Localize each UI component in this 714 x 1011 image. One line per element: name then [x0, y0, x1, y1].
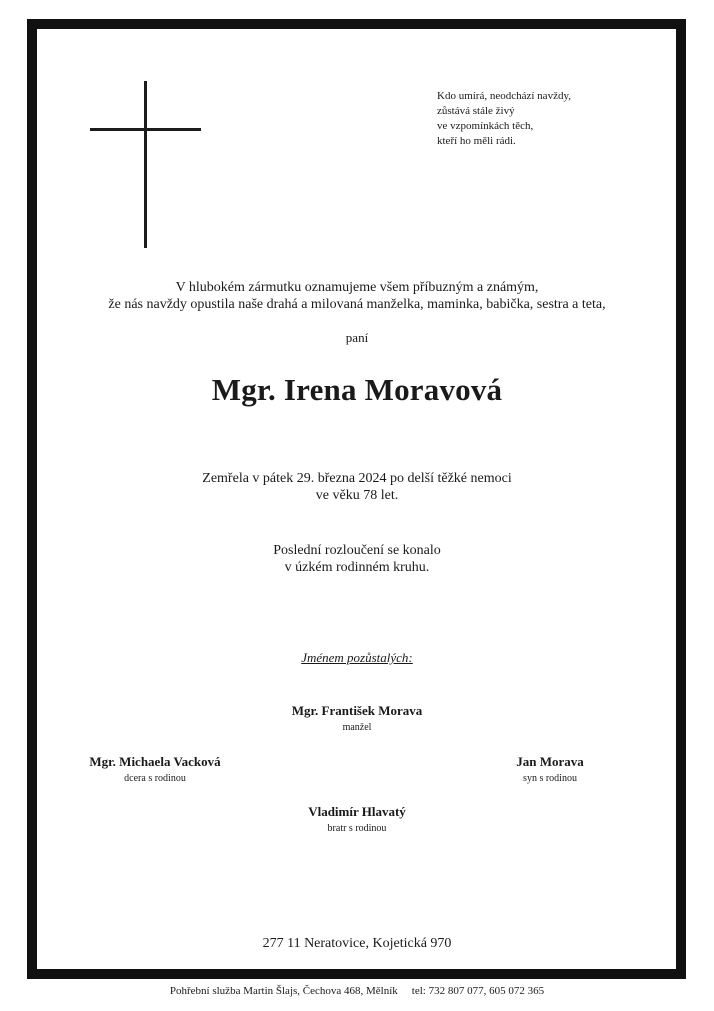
- cross-horizontal-bar: [90, 128, 201, 131]
- poem-line: kteří ho měli rádi.: [437, 135, 516, 147]
- farewell-line: Poslední rozloučení se konalo: [273, 543, 441, 558]
- mourner-husband: [0, 703, 714, 733]
- poem-line: zůstává stále živý: [437, 105, 515, 117]
- mourners-heading: [0, 650, 714, 666]
- announcement-intro: [0, 279, 714, 313]
- mourner-name: Jan Morava: [516, 754, 584, 769]
- intro-line: že nás navždy opustila naše drahá a milovaná manželka, maminka, babička, sestra a teta,: [108, 297, 606, 312]
- mourner-relation: bratr s rodinou: [327, 823, 387, 834]
- death-line: ve věku 78 let.: [315, 488, 399, 503]
- memorial-poem: [437, 89, 571, 149]
- death-line: Zemřela v pátek 29. března 2024 po delší těžké nemoci: [202, 471, 512, 486]
- funeral-service-company: Pohřební služba Martin Šlajs, Čechova 468, Mělník: [169, 985, 398, 997]
- farewell-line: v úzkém rodinném kruhu.: [284, 560, 430, 575]
- mourner-relation: manžel: [342, 722, 372, 733]
- mourner-brother: [0, 804, 714, 834]
- mourner-son: [450, 754, 650, 784]
- cross-vertical-bar: [144, 81, 147, 248]
- deceased-name: Mgr. Irena Moravová: [211, 372, 503, 407]
- farewell-details: [0, 542, 714, 576]
- family-address: 277 11 Neratovice, Kojetická 970: [262, 936, 452, 951]
- mourner-daughter: [55, 754, 255, 784]
- mourners-heading-text: Jménem pozůstalých:: [301, 650, 413, 665]
- mourner-name: Mgr. František Morava: [291, 703, 423, 718]
- mourner-name: Mgr. Michaela Vacková: [89, 754, 221, 769]
- intro-line: V hlubokém zármutku oznamujeme všem příbuzným a známým,: [175, 280, 539, 295]
- death-details: [0, 470, 714, 504]
- poem-line: Kdo umírá, neodchází navždy,: [437, 90, 571, 102]
- mourner-relation: syn s rodinou: [523, 773, 577, 784]
- honorific: paní: [345, 330, 369, 345]
- funeral-service-footer: [0, 985, 714, 997]
- poem-line: ve vzpomínkách těch,: [437, 120, 534, 132]
- mourner-name: Vladimír Hlavatý: [308, 804, 406, 819]
- mourner-relation: dcera s rodinou: [124, 773, 186, 784]
- funeral-service-phones: tel: 732 807 077, 605 072 365: [411, 985, 545, 997]
